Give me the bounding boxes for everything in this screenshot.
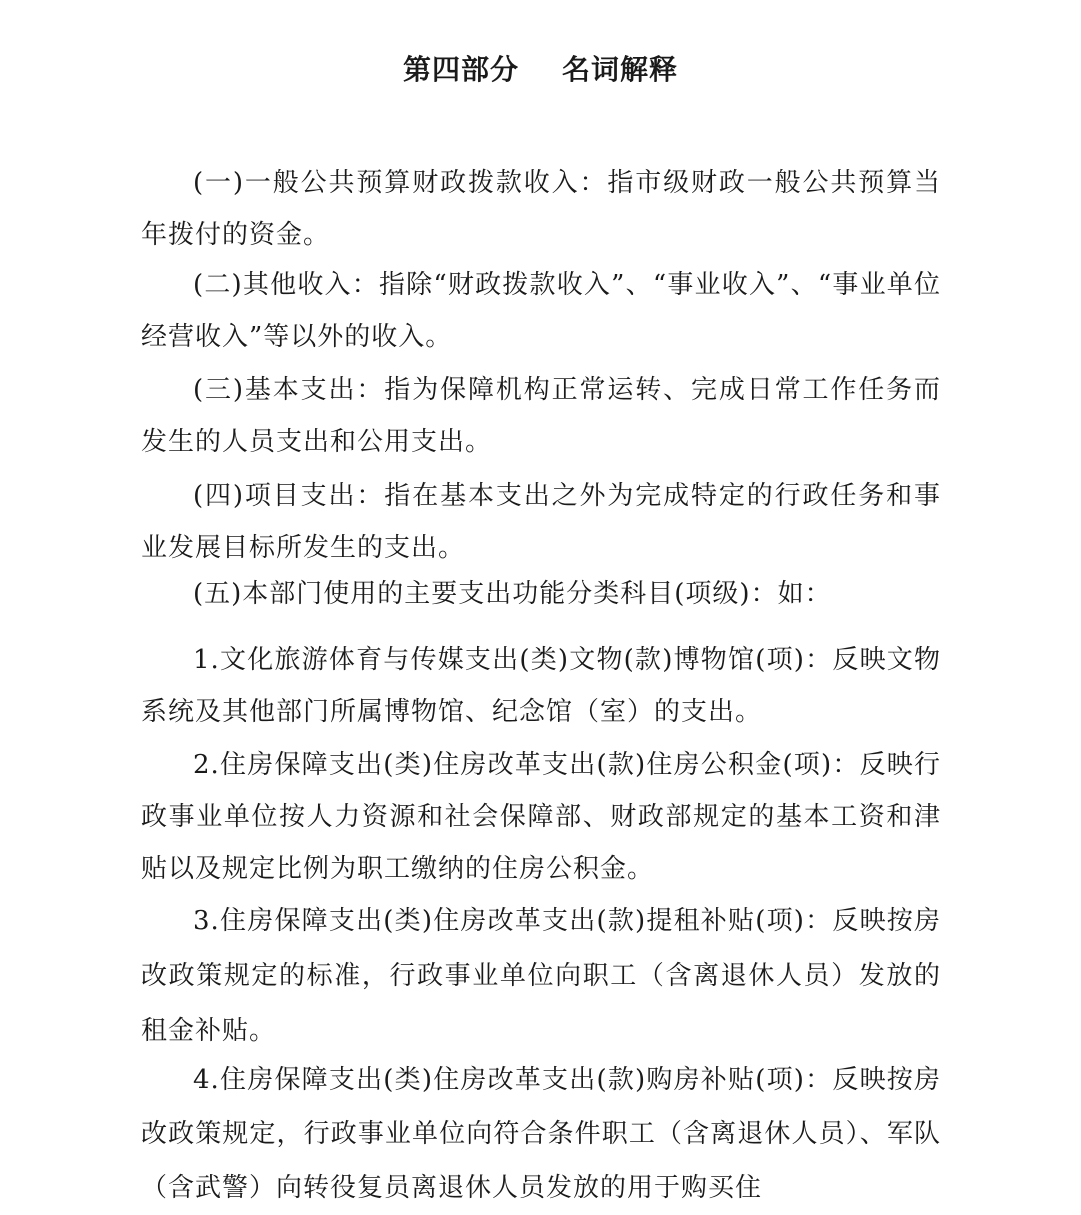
paragraph-other-income: (二)其他收入：指除“财政拨款收入”、“事业收入”、“事业单位经营收入”等以外的收入。 <box>141 270 941 352</box>
paragraph-main-function-categories: (五)本部门使用的主要支出功能分类科目(项级)：如： <box>193 579 832 609</box>
paragraph-item-museum: 1.文化旅游体育与传媒支出(类)文物(款)博物馆(项)：反映文物系统及其他部门所属博物馆、纪念馆（室）的支出。 <box>141 645 941 727</box>
paragraph-project-expenditure: (四)项目支出：指在基本支出之外为完成特定的行政任务和事业发展目标所发生的支出。 <box>141 481 941 563</box>
paragraph-item-rent-subsidy: 3.住房保障支出(类)住房改革支出(款)提租补贴(项)：反映按房改政策规定的标准，行政事业单位向职工（含离退休人员）发放的租金补贴。 <box>141 906 941 1046</box>
paragraph-item-housing-fund: 2.住房保障支出(类)住房改革支出(款)住房公积金(项)：反映行政事业单位按人力资源和社会保障部、财政部规定的基本工资和津贴以及规定比例为职工缴纳的住房公积金。 <box>141 750 941 884</box>
page-title: 第四部分 名词解释 <box>403 53 678 86</box>
paragraph-item-purchase-subsidy: 4.住房保障支出(类)住房改革支出(款)购房补贴(项)：反映按房改政策规定，行政事业单位向符合条件职工（含离退休人员）、军队（含武警）向转役复员离退休人员发放的用于购买住 <box>141 1065 941 1203</box>
paragraph-general-budget-income: (一)一般公共预算财政拨款收入：指市级财政一般公共预算当年拨付的资金。 <box>141 168 941 250</box>
paragraph-basic-expenditure: (三)基本支出：指为保障机构正常运转、完成日常工作任务而发生的人员支出和公用支出。 <box>141 375 941 457</box>
